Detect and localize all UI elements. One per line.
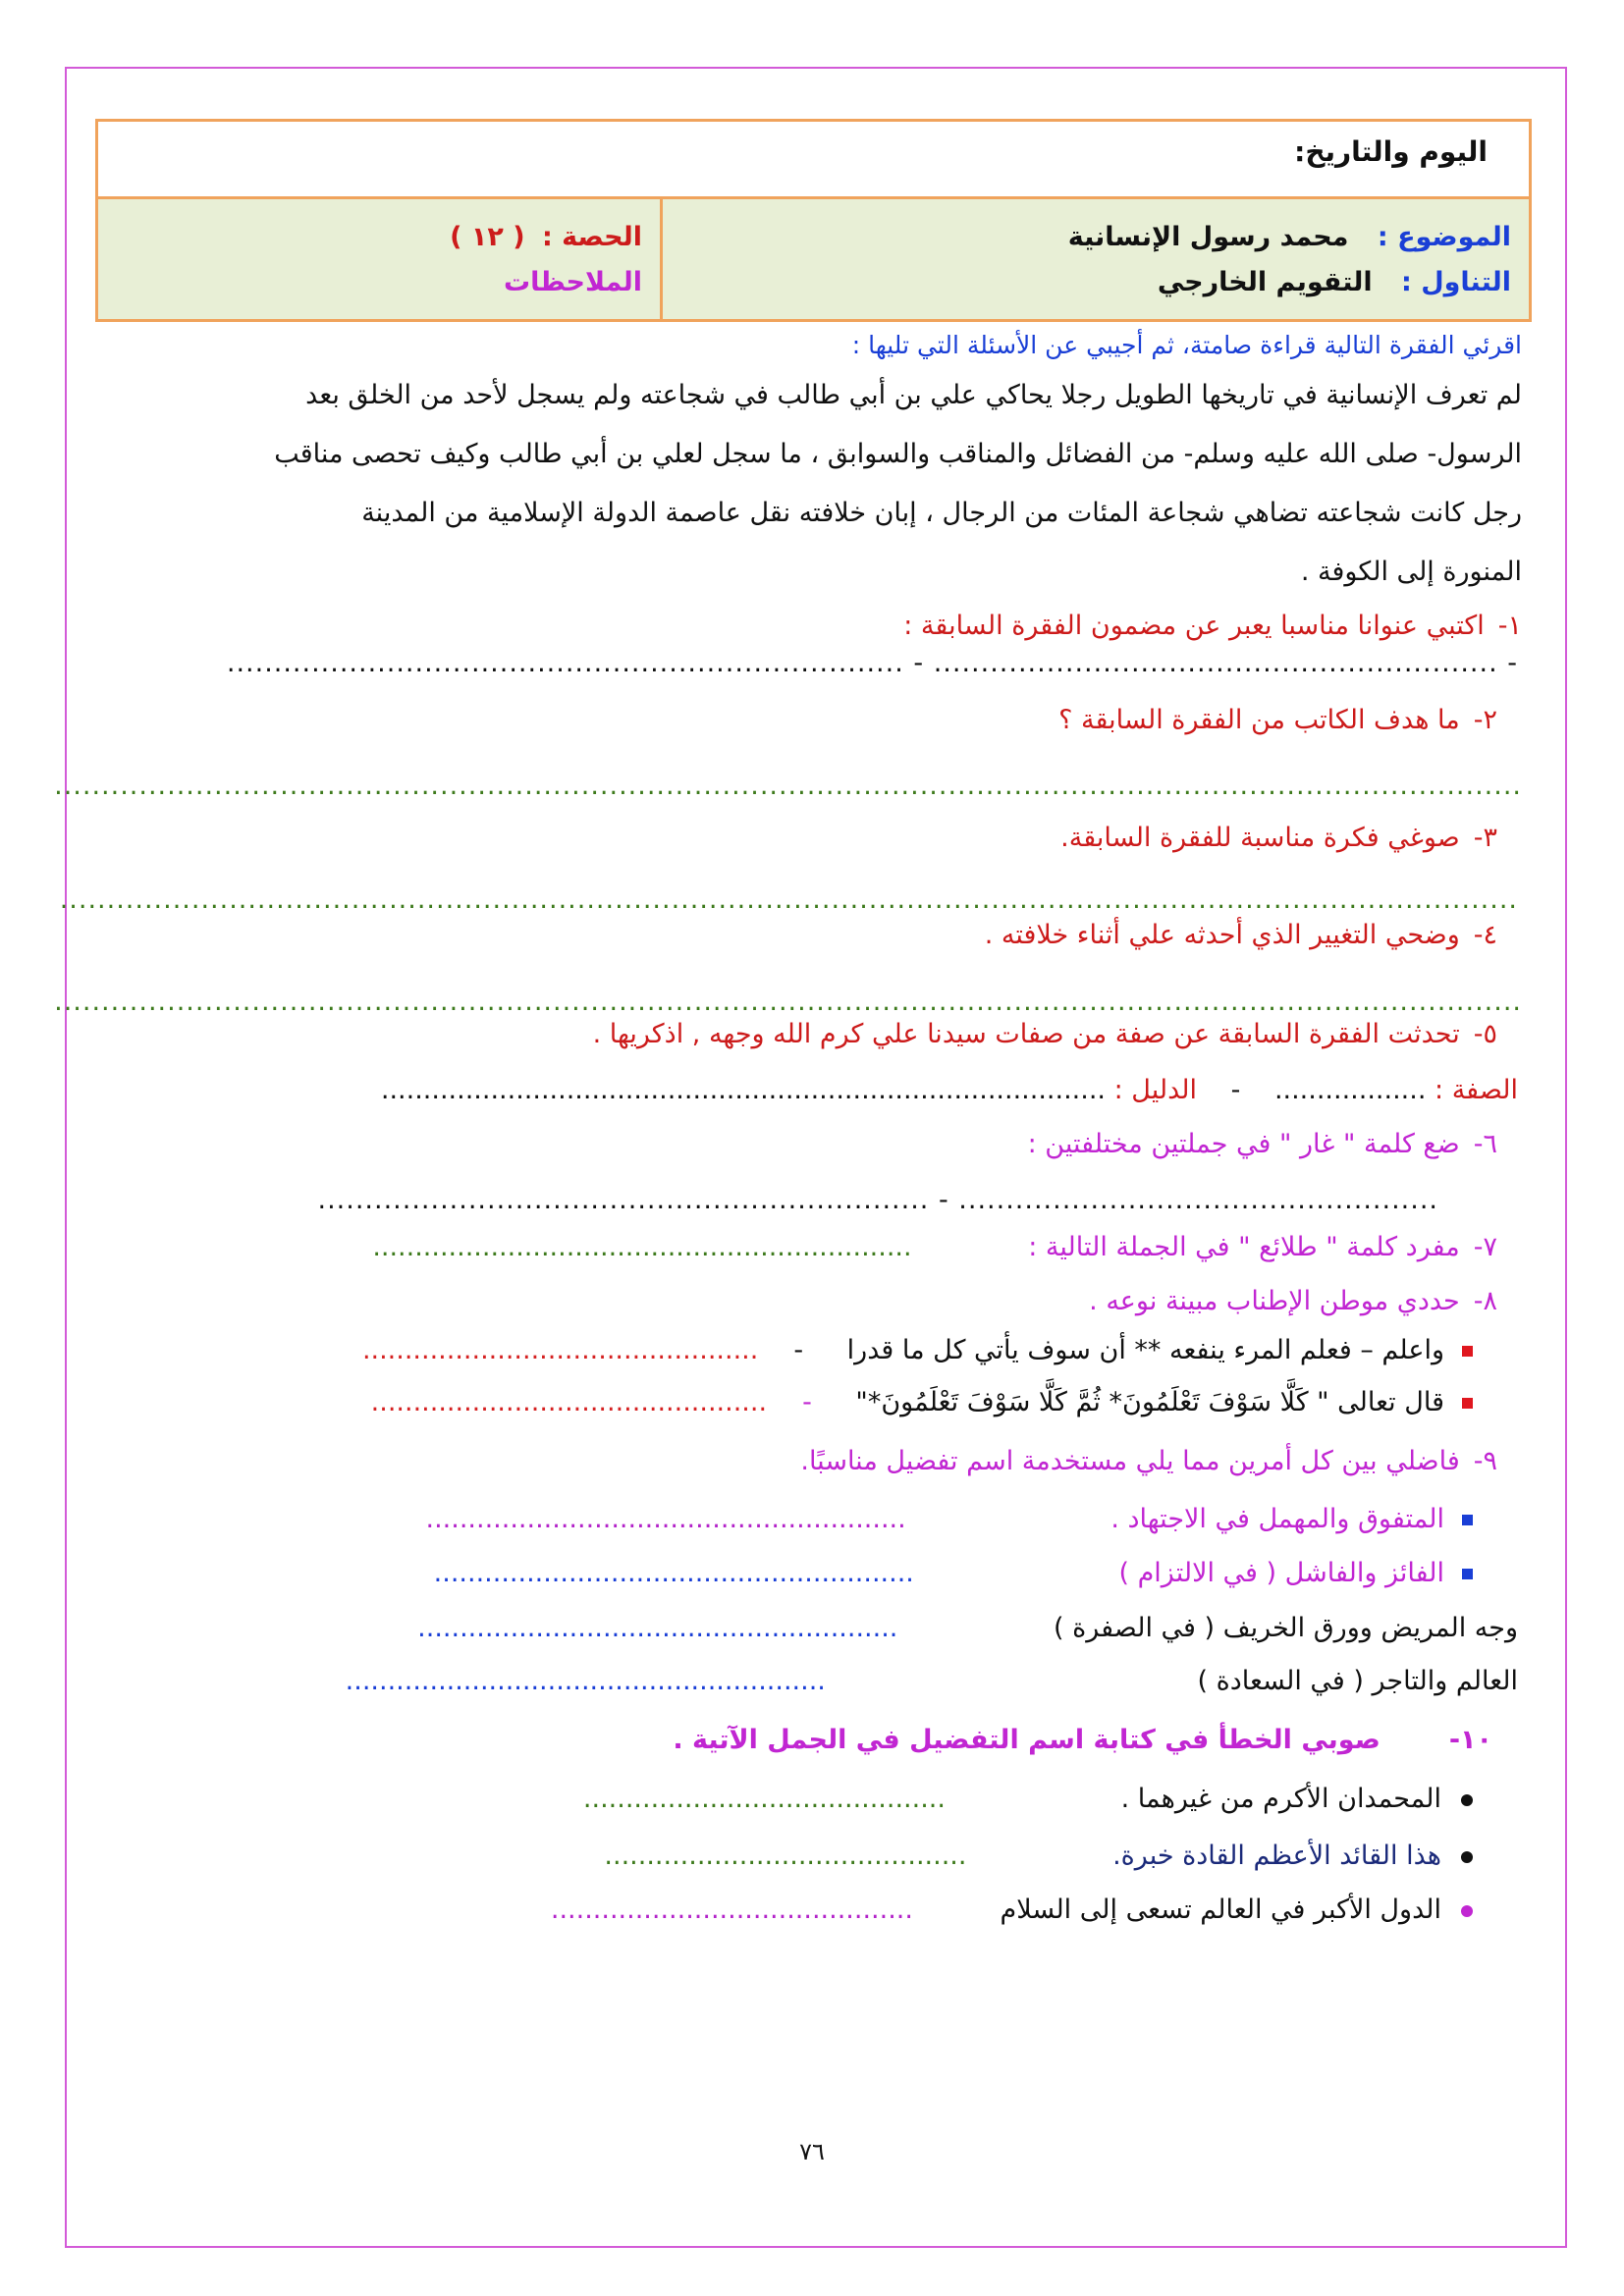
date-row xyxy=(98,122,1529,199)
q10-item-2: هذا القائد الأعظم القادة خبرة. ........................................... xyxy=(604,1841,1473,1871)
question-7: ٧-مفرد كلمة " طلائع " في الجملة التالية : ................................................................ xyxy=(372,1232,1497,1262)
topic-label: الموضوع : xyxy=(1377,222,1511,252)
page-number: ٧٦ xyxy=(799,2138,825,2165)
notes-label: الملاحظات xyxy=(503,267,642,297)
lesson-info-row xyxy=(98,199,1529,319)
question-8: ٨-حددي موطن الإطناب مبينة نوعه . xyxy=(1089,1286,1497,1316)
question-9: ٩-فاضلي بين كل أمرين مما يلي مستخدمة اسم تفضيل مناسبًا. xyxy=(800,1446,1497,1476)
instruction: اقرئي الفقرة التالية قراءة صامتة، ثم أجيبي عن الأسئلة التي تليها : xyxy=(851,331,1522,359)
lesson-label: الحصة : xyxy=(541,222,642,252)
dot-bullet-icon xyxy=(1461,1905,1473,1917)
q9-item-3: وجه المريض وورق الخريف ( في الصفرة ) ......................................................... xyxy=(417,1613,1518,1643)
coverage-value: التقويم الخارجي xyxy=(1157,267,1373,297)
answer-line-2: ............................................................................................................................................................ xyxy=(54,771,1522,801)
dot-bullet-icon xyxy=(1461,1851,1473,1863)
passage-line-2: الرسول- صلى الله عليه وسلم- من الفضائل والمناقب والسوابق ، ما سجل لعلي بن أبي طالب وكيف تحصى مناقب xyxy=(274,439,1522,469)
topic-cell xyxy=(660,199,1529,319)
trait-dots: .................. xyxy=(1273,1075,1427,1105)
square-bullet-icon xyxy=(1462,1569,1473,1579)
square-bullet-icon xyxy=(1462,1346,1473,1357)
passage-line-3: رجل كانت شجاعته تضاهي شجاعة المئات من الرجال ، إبان خلافته نقل عاصمة الدولة الإسلامية من المدينة xyxy=(361,498,1522,528)
question-10: ١٠-صوبي الخطأ في كتابة اسم التفضيل في الجمل الآتية . xyxy=(673,1725,1492,1755)
date-label: اليوم والتاريخ: xyxy=(1294,135,1488,168)
q8-item-2: قال تعالى " كَلَّا سَوْفَ تَعْلَمُونَ* ثُمَّ كَلَّا سَوْفَ تَعْلَمُونَ*" -............................................... xyxy=(371,1387,1473,1417)
square-bullet-icon xyxy=(1462,1398,1473,1409)
q8-item-1: واعلم – فعلم المرء ينفعه ** أن سوف يأتي كل ما قدرا -............................................... xyxy=(362,1335,1473,1365)
answer-line-3: ........................................................................................................................................................... xyxy=(59,884,1518,915)
topic-value: محمد رسول الإنسانية xyxy=(1067,222,1349,252)
question-2: ٢-ما هدف الكاتب من الفقرة السابقة ؟ xyxy=(1058,705,1497,735)
trait-label: الصفة : xyxy=(1435,1075,1518,1105)
lesson-header-table xyxy=(95,119,1532,322)
question-1: ١-اكتبي عنوانا مناسبا يعبر عن مضمون الفقرة السابقة : xyxy=(903,611,1522,641)
answer-line-5: الصفة : .................. - الدليل : ...................................................................................... xyxy=(380,1075,1518,1105)
square-bullet-icon xyxy=(1462,1515,1473,1525)
evidence-dots: ...................................................................................... xyxy=(380,1075,1106,1105)
answer-line-6: ................................................... - ................................................................. xyxy=(317,1185,1438,1215)
q9-item-2: الفائز والفاشل ( في الالتزام ) ......................................................... xyxy=(434,1558,1473,1588)
coverage-label: التناول : xyxy=(1401,267,1511,297)
evidence-label: الدليل : xyxy=(1113,1075,1197,1105)
lesson-value: ( ١٢ ) xyxy=(450,222,525,252)
question-4: ٤-وضحي التغيير الذي أحدثه علي أثناء خلافته . xyxy=(984,920,1497,950)
answer-line-4: ............................................................................................................................................................ xyxy=(54,987,1522,1017)
answer-line-1: - ............................................................ - ........................................................................ xyxy=(226,648,1518,678)
answer-line-7: ................................................................ xyxy=(372,1232,912,1262)
passage-line-4: المنورة إلى الكوفة . xyxy=(1300,557,1522,587)
q10-item-3: الدول الأكبر في العالم تسعى إلى السلام ........................................... xyxy=(551,1895,1473,1925)
dot-bullet-icon xyxy=(1461,1794,1473,1806)
question-6: ٦-ضع كلمة " غار " في جملتين مختلفتين : xyxy=(1027,1129,1497,1159)
q10-item-1: المحمدان الأكرم من غيرهما . ........................................... xyxy=(583,1784,1473,1814)
lesson-cell xyxy=(98,199,660,319)
question-3: ٣-صوغي فكرة مناسبة للفقرة السابقة. xyxy=(1060,823,1497,853)
q9-item-4: العالم والتاجر ( في السعادة ) ......................................................... xyxy=(345,1666,1518,1696)
passage-line-1: لم تعرف الإنسانية في تاريخها الطويل رجلا يحاكي علي بن أبي طالب في شجاعته ولم يسجل لأحد من الخلق بعد xyxy=(305,380,1522,410)
q9-item-1: المتفوق والمهمل في الاجتهاد . ......................................................... xyxy=(426,1504,1474,1534)
question-5: ٥-تحدثت الفقرة السابقة عن صفة من صفات سيدنا علي كرم الله وجهه , اذكريها . xyxy=(592,1019,1497,1049)
